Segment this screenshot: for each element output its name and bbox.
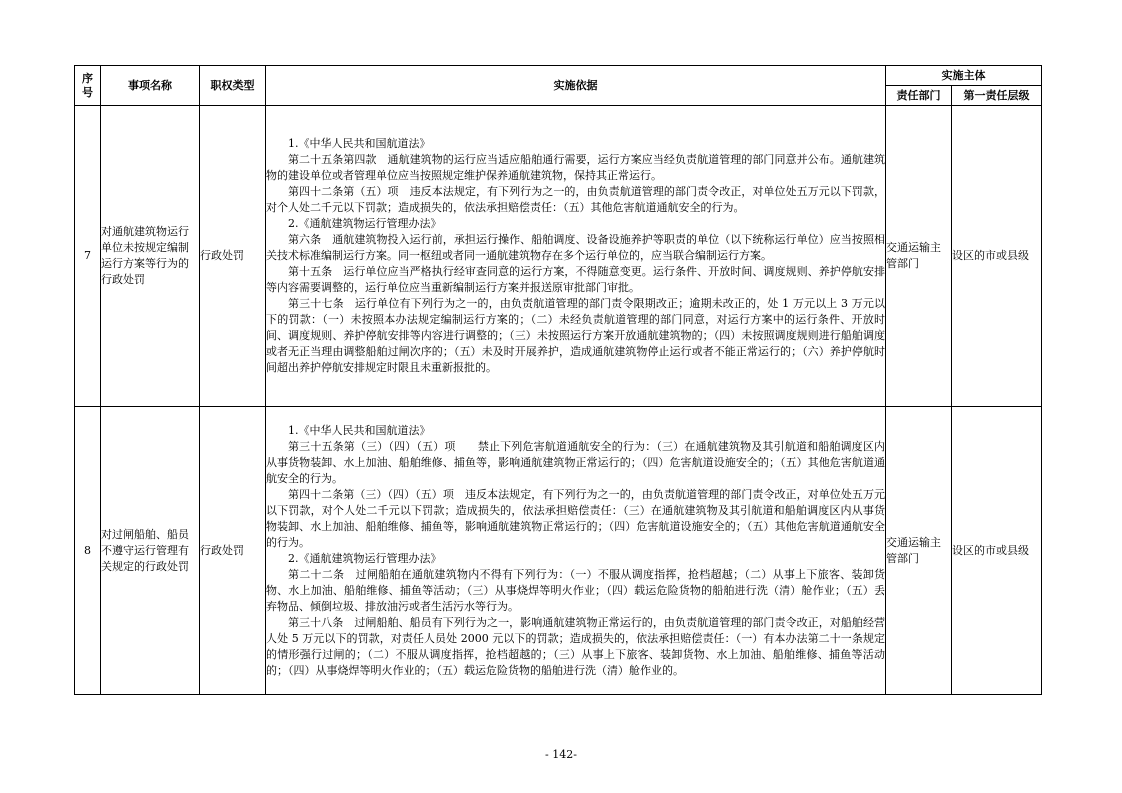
document-table bbox=[74, 65, 1042, 695]
row-number: 7 bbox=[75, 106, 101, 407]
basis-paragraph: 第二十五条第四款 通航建筑物的运行应当适应船舶通行需要，运行方案应当经负责航道管理的部门同意并公布。通航建筑物的建设单位或者管理单位应当按照规定维护保养通航建筑物，保持其正常运行。 bbox=[266, 153, 885, 182]
responsible-dept: 交通运输主管部门 bbox=[886, 407, 952, 695]
basis-paragraph: 第三十五条第（三）（四）（五）项 禁止下列危害航道通航安全的行为：（三）在通航建筑物及其引航道和船舶调度区内从事货物装卸、水上加油、船舶维修、捕鱼等，影响通航建筑物正常运行的；（四）危害航道设施安全的；（五）其他危害航道通航安全的行为。 bbox=[266, 439, 885, 485]
basis-paragraph: 2.《通航建筑物运行管理办法》 bbox=[288, 217, 442, 230]
header-level: 第一责任层级 bbox=[952, 86, 1042, 106]
responsible-dept: 交通运输主管部门 bbox=[886, 106, 952, 407]
header-number: 序号 bbox=[75, 66, 101, 106]
basis-paragraph: 第四十二条第（五）项 违反本法规定，有下列行为之一的，由负责航道管理的部门责令改正，对单位处五万元以下罚款，对个人处二千元以下罚款；造成损失的，依法承担赔偿责任：（五）其他危害航道通航安全的行为。 bbox=[266, 185, 885, 214]
power-type: 行政处罚 bbox=[200, 106, 266, 407]
basis-paragraph: 第二十二条 过闸船舶在通航建筑物内不得有下列行为：（一）不服从调度指挥，抢档超越；（二）从事上下旅客、装卸货物、水上加油、船舶维修、捕鱼等活动；（三）从事烧焊等明火作业；（四）载运危险货物的船舶进行洗（清）舱作业；（五）丢弃物品、倾倒垃圾、排放油污或者生活污水等行为。 bbox=[266, 567, 885, 613]
basis-paragraph: 1.《中华人民共和国航道法》 bbox=[288, 137, 431, 150]
basis-paragraph: 第三十八条 过闸船舶、船员有下列行为之一，影响通航建筑物正常运行的，由负责航道管理的部门责令改正，对船舶经营人处 5 万元以下的罚款，对责任人员处 2000 元以下的罚款；造成损失的，依法承担赔偿责任：（一）有本办法第二十一条规定的情形强行过闸的；（二）不服从调度指挥，抢档超越的；（三）从事上下旅客、装卸货物、水上加油、船舶维修、捕鱼等活动的；（四）从事烧焊等明火作业的；（五）载运危险货物的船舶进行洗（清）舱作业的。 bbox=[266, 615, 885, 677]
responsibility-level: 设区的市或县级 bbox=[952, 106, 1042, 407]
basis-paragraph: 2.《通航建筑物运行管理办法》 bbox=[288, 551, 442, 565]
header-dept: 责任部门 bbox=[886, 86, 952, 106]
basis-paragraph: 第四十二条第（三）（四）（五）项 违反本法规定，有下列行为之一的，由负责航道管理的部门责令改正，对单位处五万元以下罚款，对个人处二千元以下罚款；造成损失的，依法承担赔偿责任：（三）在通航建筑物及其引航道和船舶调度区内从事货物装卸、水上加油、船舶维修、捕鱼等，影响通航建筑物正常运行的；（四）危害航道设施安全的；（五）其他危害航道通航安全的行为。 bbox=[266, 487, 885, 549]
row-number: 8 bbox=[75, 407, 101, 695]
table-row bbox=[75, 407, 1042, 695]
table-row bbox=[75, 106, 1042, 407]
power-type: 行政处罚 bbox=[200, 407, 266, 695]
header-basis: 实施依据 bbox=[266, 66, 886, 106]
basis-paragraph: 1.《中华人民共和国航道法》 bbox=[288, 423, 431, 437]
basis-text bbox=[266, 106, 886, 407]
basis-paragraph: 第三十七条 运行单位有下列行为之一的，由负责航道管理的部门责令限期改正；逾期未改正的，处 1 万元以上 3 万元以下的罚款：（一）未按照本办法规定编制运行方案的；（二）未经负责航道管理的部门同意，对运行方案中的运行条件、开放时间、调度规则、养护停航安排等内容进行调整的；（三）未按照运行方案开放通航建筑物的；（四）未按照调度规则进行船舶调度或者无正当理由调整船舶过闸次序的；（五）未及时开展养护，造成通航建筑物停止运行或者不能正常运行的；（六）养护停航时间超出养护停航安排规定时限且未重新报批的。 bbox=[266, 297, 885, 374]
basis-paragraph: 第六条 通航建筑物投入运行前，承担运行操作、船舶调度、设备设施养护等职责的单位（以下统称运行单位）应当按照相关技术标准编制运行方案。同一枢纽或者同一通航建筑物存在多个运行单位的，应当联合编制运行方案。 bbox=[266, 233, 885, 262]
page-number: - 142- bbox=[545, 748, 577, 761]
header-subject: 实施主体 bbox=[886, 66, 1042, 86]
header-power-type: 职权类型 bbox=[200, 66, 266, 106]
basis-text bbox=[266, 407, 886, 695]
basis-paragraph: 第十五条 运行单位应当严格执行经审查同意的运行方案，不得随意变更。运行条件、开放时间、调度规则、养护停航安排等内容需要调整的，运行单位应当重新编制运行方案并报送原审批部门审批。 bbox=[266, 265, 885, 294]
responsibility-level: 设区的市或县级 bbox=[952, 407, 1042, 695]
header-item-name: 事项名称 bbox=[101, 66, 200, 106]
item-name: 对通航建筑物运行单位未按规定编制运行方案等行为的行政处罚 bbox=[101, 106, 200, 407]
item-name: 对过闸船舶、船员不遵守运行管理有关规定的行政处罚 bbox=[101, 407, 200, 695]
